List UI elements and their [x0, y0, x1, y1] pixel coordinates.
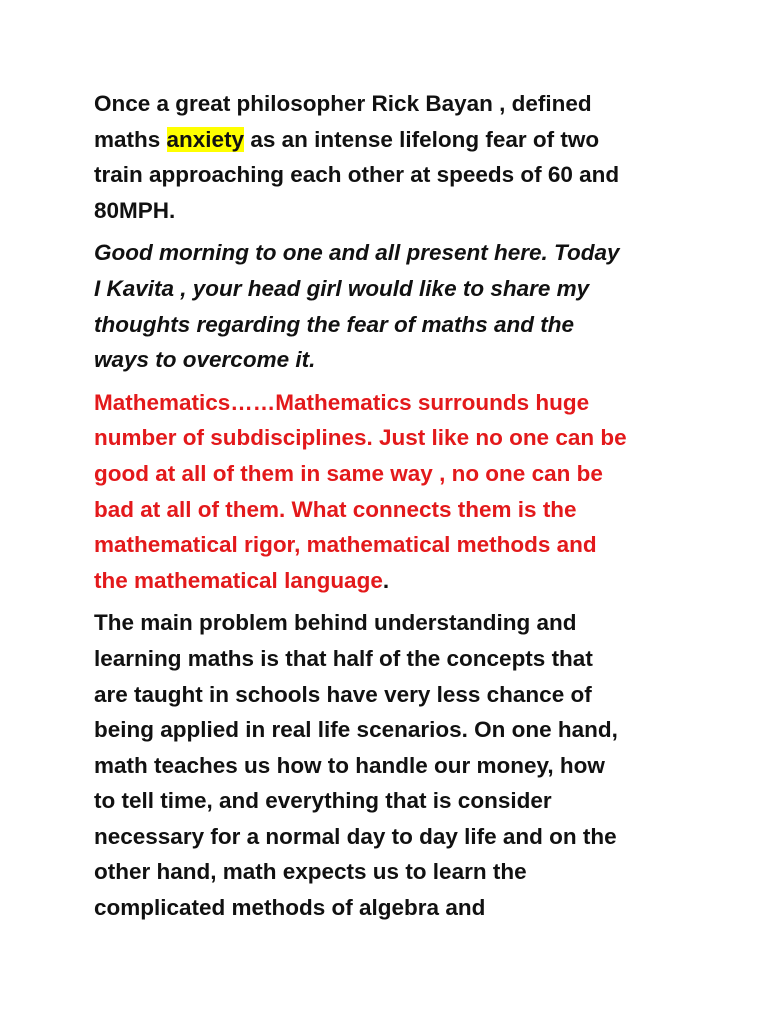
- text-line: thoughts regarding the fear of maths and the: [94, 311, 575, 337]
- text-line: bad at all of them. What connects them is the: [94, 496, 577, 522]
- text-line: [94, 563, 724, 599]
- paragraph-main-problem: [94, 605, 724, 925]
- text-line: Mathematics……Mathematics surrounds huge: [94, 389, 590, 415]
- text-span: as an intense lifelong fear of two: [244, 126, 600, 152]
- text-line: to tell time, and everything that is consider: [94, 788, 552, 814]
- highlighted-word: anxiety: [166, 126, 245, 152]
- text-line: good at all of them in same way , no one can be: [94, 460, 603, 486]
- text-span: maths: [94, 126, 167, 152]
- document-body: [94, 86, 724, 926]
- text-line: learning maths is that half of the concepts that: [94, 645, 593, 671]
- text-line: math teaches us how to handle our money, how: [94, 752, 605, 778]
- text-line: The main problem behind understanding and: [94, 610, 577, 636]
- text-line: are taught in schools have very less chance of: [94, 681, 592, 707]
- text-line: necessary for a normal day to day life and on the: [94, 823, 617, 849]
- text-line: Good morning to one and all present here. Today: [94, 240, 620, 266]
- text-line: [94, 122, 724, 158]
- text-line: Once a great philosopher Rick Bayan , defined: [94, 91, 592, 116]
- paragraph-greeting: [94, 235, 724, 377]
- text-line: mathematical rigor, mathematical methods and: [94, 532, 597, 558]
- paragraph-spacer: [94, 378, 724, 385]
- paragraph-quote: [94, 86, 724, 228]
- text-line: ways to overcome it.: [94, 347, 316, 373]
- paragraph-spacer: [94, 228, 724, 235]
- text-line: complicated methods of algebra and: [94, 895, 486, 921]
- text-line: being applied in real life scenarios. On one hand,: [94, 717, 618, 743]
- text-line: number of subdisciplines. Just like no one can be: [94, 425, 627, 451]
- text-span: the mathematical language: [94, 567, 383, 593]
- text-line: 80MPH.: [94, 197, 176, 223]
- text-span: .: [382, 567, 390, 593]
- paragraph-spacer: [94, 598, 724, 605]
- text-line: train approaching each other at speeds of 60 and: [94, 162, 620, 188]
- text-line: other hand, math expects us to learn the: [94, 859, 527, 885]
- paragraph-mathematics: [94, 385, 724, 599]
- text-line: I Kavita , your head girl would like to share my: [94, 275, 590, 301]
